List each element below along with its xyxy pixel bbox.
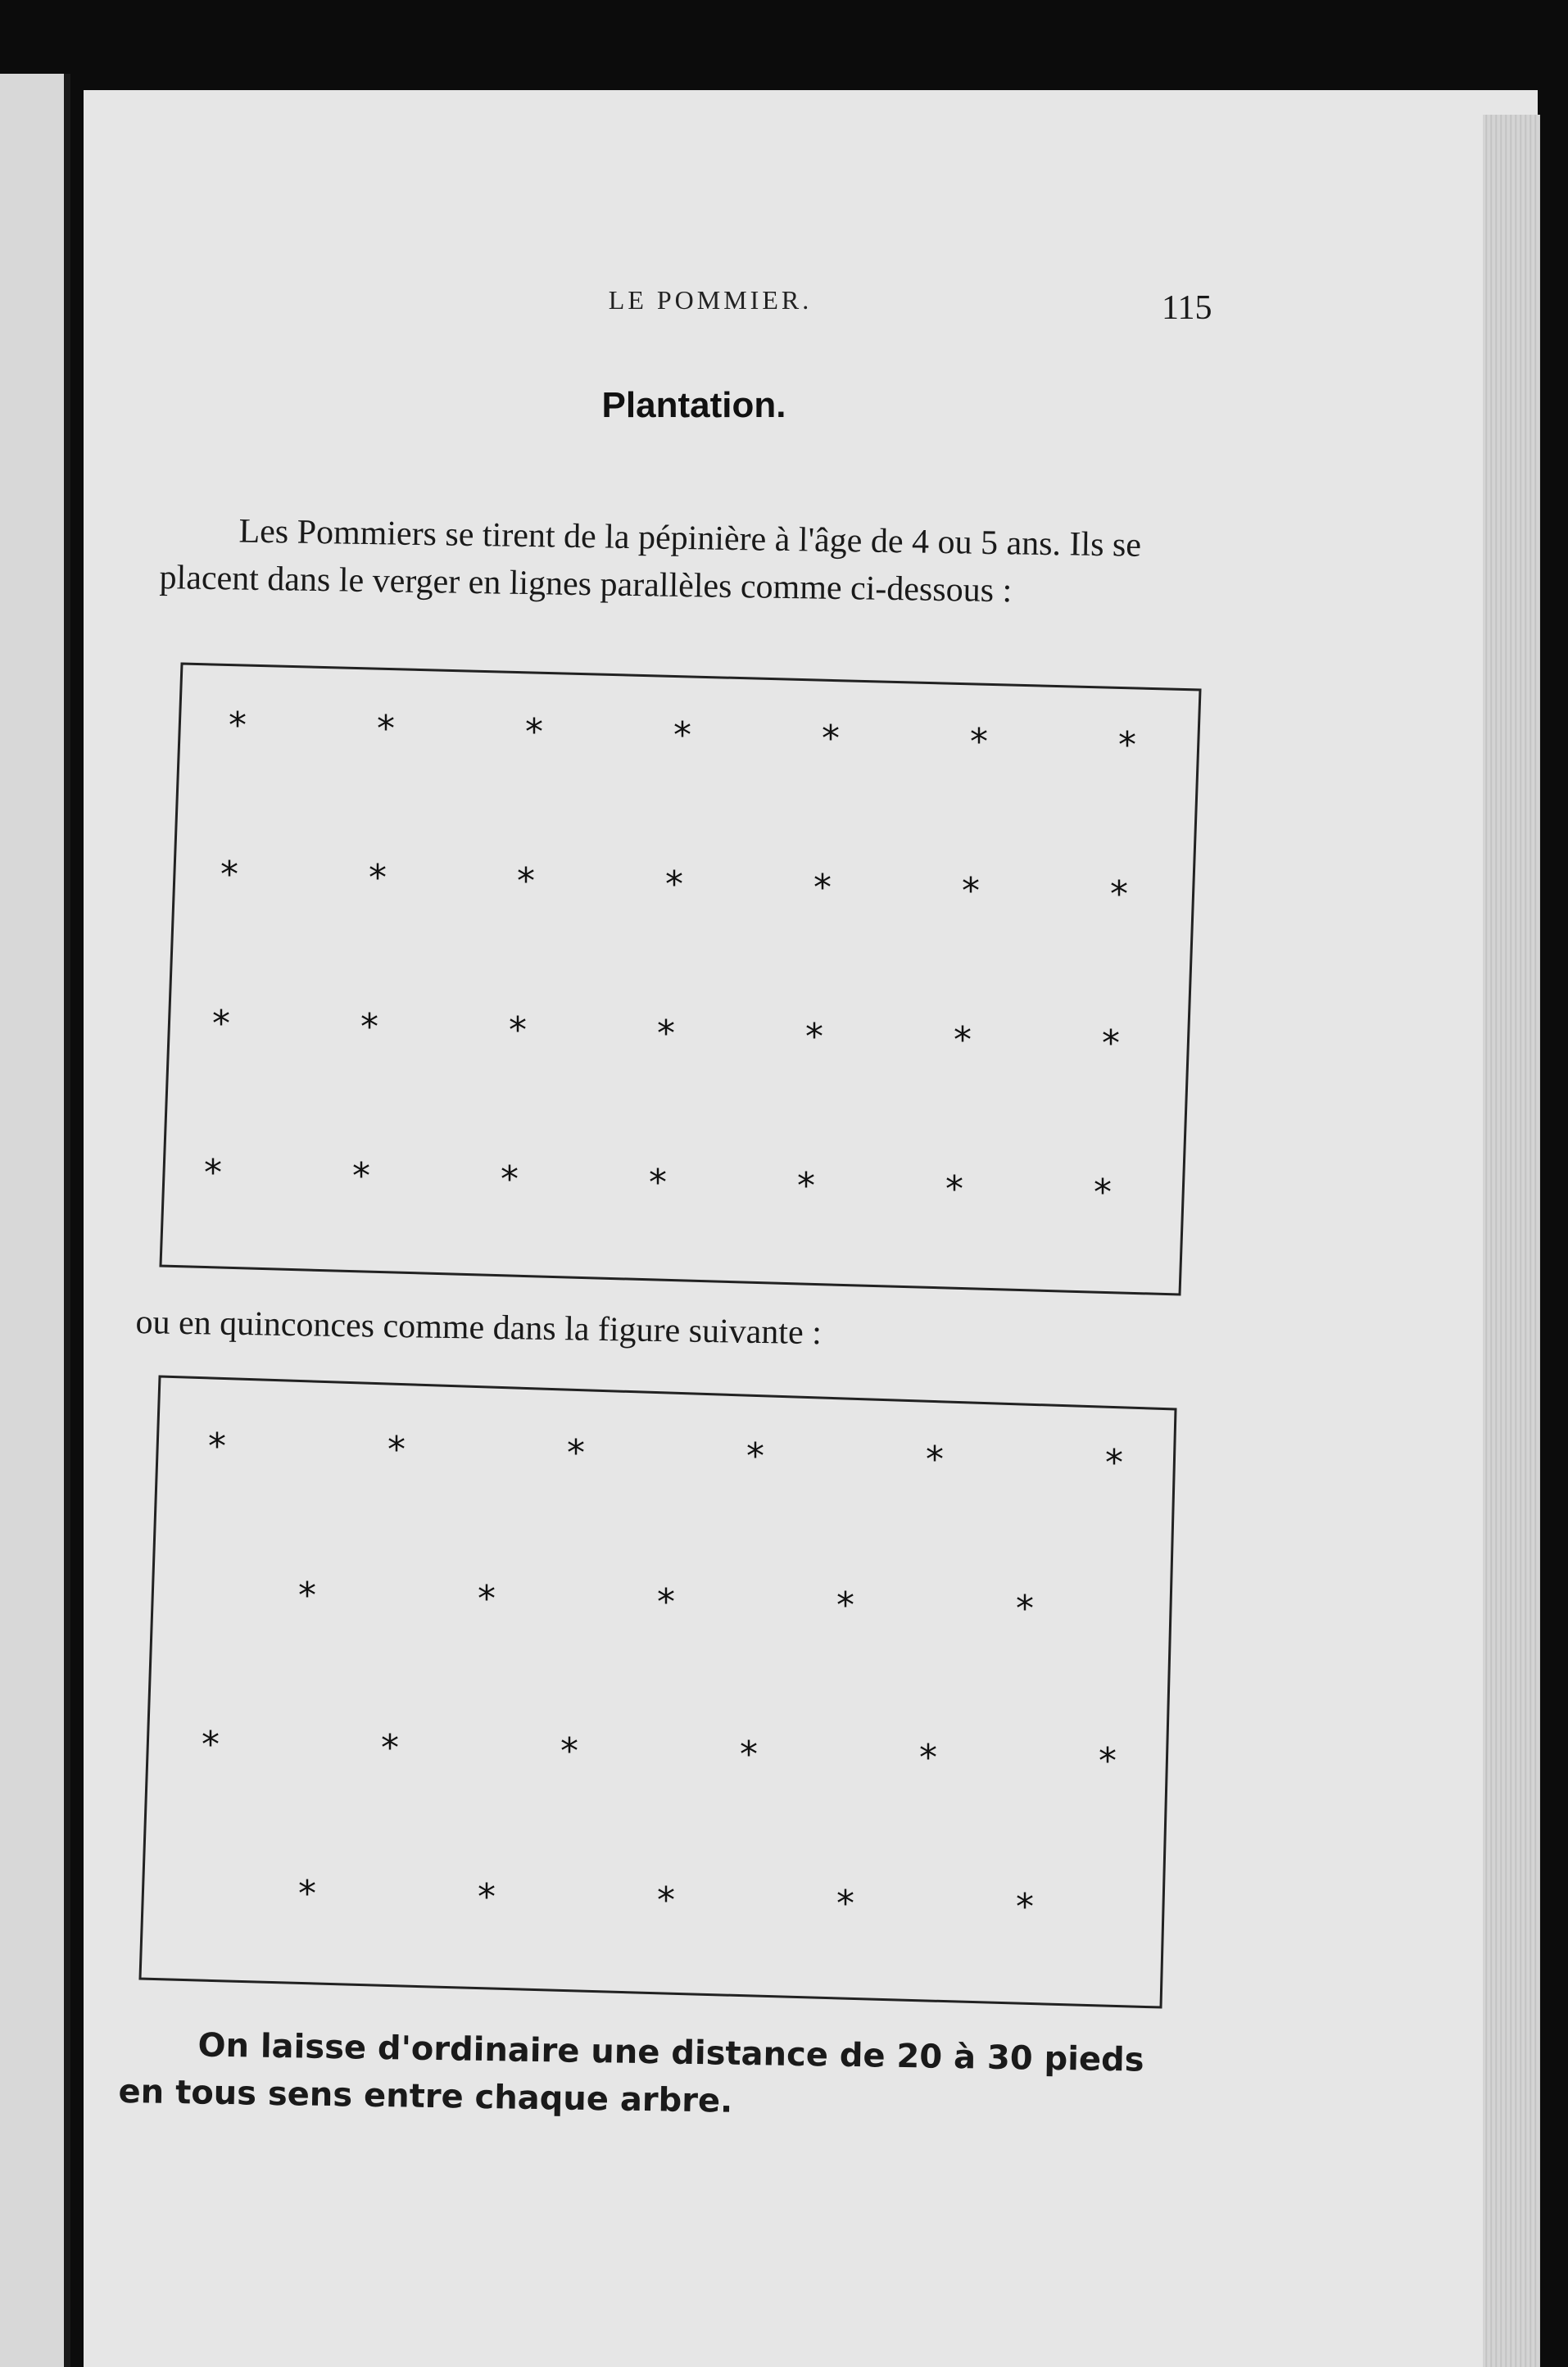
tree-marker: *	[381, 1727, 399, 1769]
tree-marker: *	[805, 1016, 823, 1058]
tree-marker: *	[1105, 1442, 1123, 1484]
tree-marker: *	[1118, 724, 1136, 766]
tree-marker: *	[1016, 1886, 1034, 1928]
tree-marker: *	[657, 1013, 675, 1054]
tree-marker: *	[649, 1162, 667, 1204]
tree-marker: *	[1099, 1740, 1117, 1782]
tree-marker: *	[970, 721, 988, 763]
figure-parallel-rows	[156, 655, 1204, 1303]
tree-marker: *	[657, 1880, 675, 1921]
running-head: LE POMMIER.	[608, 285, 813, 315]
tree-marker: *	[517, 860, 535, 902]
tree-marker: *	[387, 1429, 406, 1471]
tree-marker: *	[352, 1155, 370, 1197]
tree-marker: *	[229, 705, 247, 746]
tree-marker: *	[962, 870, 980, 912]
tree-marker: *	[208, 1426, 226, 1467]
tree-marker: *	[822, 718, 840, 760]
tree-marker: *	[945, 1168, 963, 1210]
tree-marker: *	[204, 1152, 222, 1194]
page-number: 115	[1162, 289, 1212, 327]
tree-marker: *	[954, 1019, 972, 1061]
page-stack-edge	[1483, 115, 1540, 2367]
tree-marker: *	[567, 1432, 585, 1474]
tree-marker: *	[657, 1581, 675, 1623]
tree-marker: *	[1110, 873, 1128, 915]
tree-marker: *	[1016, 1588, 1034, 1630]
tree-marker: *	[560, 1730, 578, 1772]
tree-marker: *	[673, 714, 691, 756]
tree-marker: *	[836, 1883, 854, 1925]
tree-marker: *	[478, 1876, 496, 1918]
tree-marker: *	[360, 1006, 378, 1048]
paragraph-3: On laisse d'ordinaire une distance de 20 à 30 pieds en tous sens entre chaque arbre.	[118, 2026, 1144, 2120]
figure-1-frame	[161, 664, 1200, 1295]
figure-quincunx	[135, 1368, 1192, 2016]
tree-marker: *	[1094, 1172, 1112, 1213]
tree-marker: *	[926, 1439, 944, 1481]
tree-marker: *	[212, 1003, 230, 1045]
tree-marker: *	[740, 1734, 758, 1775]
tree-marker: *	[746, 1435, 764, 1477]
paragraph-2: ou en quinconces comme dans la figure suivante :	[135, 1303, 823, 1353]
tree-marker: *	[1102, 1023, 1120, 1064]
tree-marker: *	[509, 1009, 527, 1051]
tree-marker: *	[298, 1873, 316, 1915]
tree-marker: *	[202, 1724, 220, 1766]
tree-marker: *	[501, 1159, 519, 1200]
tree-marker: *	[478, 1578, 496, 1620]
tree-marker: *	[377, 708, 395, 750]
tree-marker: *	[665, 864, 683, 905]
tree-marker: *	[836, 1585, 854, 1626]
tree-marker: *	[919, 1737, 937, 1779]
tree-marker: *	[813, 867, 832, 909]
section-title: Plantation.	[601, 385, 786, 425]
paragraph-1: Les Pommiers se tirent de la pépinière à l'âge de 4 ou 5 ans. Ils se placent dans le verger en lignes parallèles comme ci-dessous :	[159, 512, 1142, 610]
tree-marker: *	[298, 1575, 316, 1617]
tree-marker: *	[220, 854, 238, 896]
tree-marker: *	[369, 857, 387, 899]
tree-marker: *	[797, 1165, 815, 1207]
tree-marker: *	[525, 711, 543, 753]
